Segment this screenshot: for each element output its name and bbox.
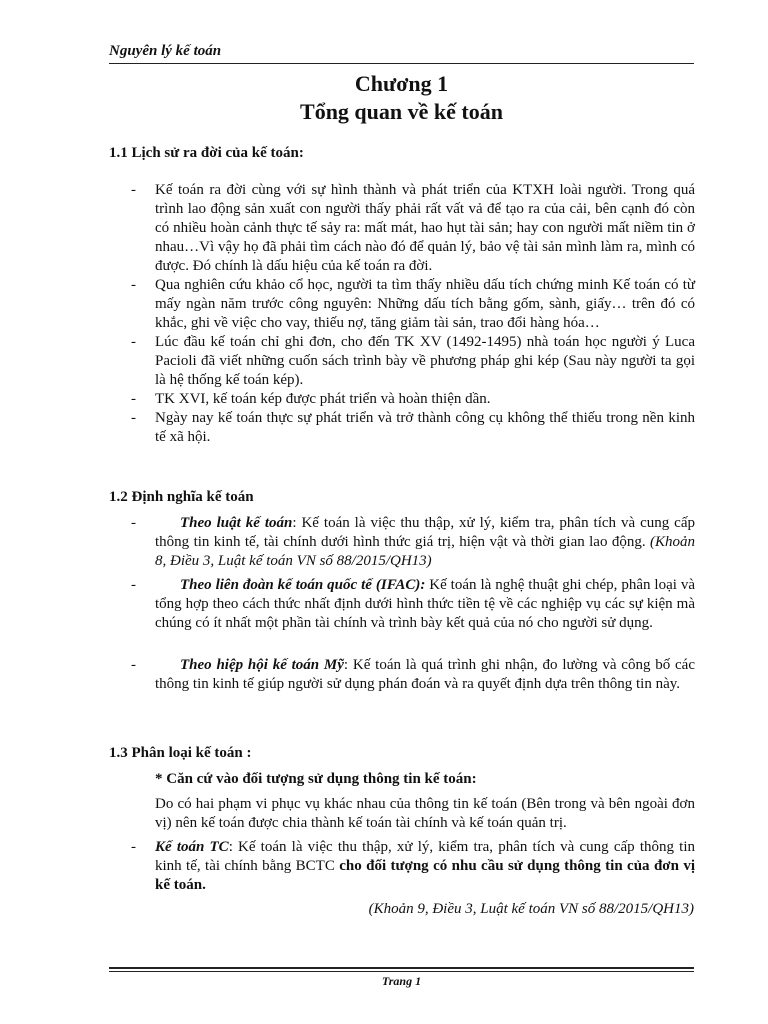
chapter-title: Chương 1	[354, 71, 449, 96]
list-item	[109, 409, 695, 447]
section-heading-definition: 1.2 Định nghĩa kế toán	[109, 489, 254, 505]
definition-us-association	[109, 656, 695, 694]
classification-paragraph: Do có hai phạm vi phục vụ khác nhau của thông tin kế toán (Bên trong và bên ngoài đơn vị) nên kế toán được chia thành kế toán tài chính và kế toán quản trị.	[155, 796, 695, 831]
definition-text: : Kế toán là quá trình ghi nhận, đo lường và công bố các thông tin kinh tế giúp người sử dụng phán đoán và ra quyết định dựa trên thông tin này.	[155, 657, 695, 692]
footer-divider	[109, 967, 694, 969]
footer-divider-thin	[109, 971, 694, 972]
dash-marker: -	[131, 334, 136, 350]
definition-ifac	[109, 576, 695, 633]
financial-accounting-item	[109, 838, 695, 895]
definition-citation: (Khoản 8, Điều 3, Luật kế toán VN số 88/2015/QH13)	[155, 534, 695, 569]
dash-marker: -	[131, 839, 136, 855]
list-item	[109, 181, 695, 276]
page-header-title: Nguyên lý kế toán	[109, 43, 222, 59]
classification-criterion: * Căn cứ vào đối tượng sử dụng thông tin kế toán:	[155, 771, 477, 787]
dash-marker: -	[131, 410, 136, 426]
list-item-text: Qua nghiên cứu khảo cổ học, người ta tìm thấy nhiều dấu tích chứng minh Kế toán có từ mấy ngàn năm trước công nguyên: Những dấu tích bằng gốm, sành, giấy… trên đó có khắc, ghi về việc cho vay, thiếu nợ, tăng giảm tài sản, trao đổi hàng hóa…	[155, 277, 695, 331]
dash-marker: -	[131, 657, 136, 673]
list-item	[109, 276, 695, 333]
list-item	[109, 390, 695, 409]
dash-marker: -	[131, 515, 136, 531]
classification-citation: (Khoản 9, Điều 3, Luật kế toán VN số 88/2015/QH13)	[368, 901, 694, 917]
tc-bold-text: cho đối tượng có nhu cầu sử dụng thông tin của đơn vị kế toán.	[155, 858, 695, 893]
definition-term: Theo luật kế toán	[180, 515, 293, 531]
list-item-text: Ngày nay kế toán thực sự phát triển và trở thành công cụ không thể thiếu trong nền kinh tế xã hội.	[155, 410, 695, 445]
dash-marker: -	[131, 577, 136, 593]
dash-marker: -	[131, 182, 136, 198]
list-item	[109, 333, 695, 390]
dash-marker: -	[131, 391, 136, 407]
header-divider	[109, 63, 694, 64]
definition-term: Theo liên đoàn kế toán quốc tế (IFAC):	[180, 577, 426, 593]
list-item-text: TK XVI, kế toán kép được phát triển và hoàn thiện dần.	[155, 391, 491, 407]
history-list	[109, 181, 695, 447]
definition-text: Kế toán là nghệ thuật ghi chép, phân loại và tổng hợp theo cách thức nhất định dưới hình thức tiền tệ về các nghiệp vụ các sự kiện mà chúng có ít nhất một phần tài chính và trình bày kết quả của nó cho người sử dụng.	[155, 577, 695, 631]
page-number: Trang 1	[381, 974, 422, 988]
list-item-text: Lúc đầu kế toán chỉ ghi đơn, cho đến TK XV (1492-1495) nhà toán học người ý Luca Pacioli đã viết những cuốn sách trình bày về phương pháp ghi kép (Sau này người ta gọi là hệ thống kế toán kép).	[155, 334, 695, 388]
section-heading-history: 1.1 Lịch sử ra đời của kế toán:	[109, 145, 304, 161]
dash-marker: -	[131, 277, 136, 293]
chapter-subtitle: Tổng quan về kế toán	[300, 99, 503, 124]
tc-text: : Kế toán là việc thu thập, xử lý, kiểm tra, phân tích và cung cấp thông tin kinh tế, tài chính bằng BCTC	[155, 839, 695, 874]
definition-law	[109, 514, 695, 571]
definition-term: Theo hiệp hội kế toán Mỹ	[180, 657, 344, 673]
section-heading-classification: 1.3 Phân loại kế toán :	[109, 745, 252, 761]
definition-text: : Kế toán là việc thu thập, xử lý, kiểm tra, phân tích và cung cấp thông tin kinh tế, tài chính dưới hình thức giá trị, hiện vật và thời gian lao động.	[155, 515, 695, 550]
list-item-text: Kế toán ra đời cùng với sự hình thành và phát triển của KTXH loài người. Trong quá trình lao động sản xuất con người thấy phải rất vất vả để tạo ra của cải, bên cạnh đó còn có nhiều hoàn cảnh thực tế sảy ra: mất mát, hao hụt tài sản; hay con người mất niềm tin ở nhau…Vì vậy họ đã phải tìm cách nào đó để quản lý, bảo vệ tài sản mình làm ra, mình có được. Đó chính là dấu hiệu của kế toán ra đời.	[155, 182, 695, 274]
tc-term: Kế toán TC	[155, 839, 229, 855]
